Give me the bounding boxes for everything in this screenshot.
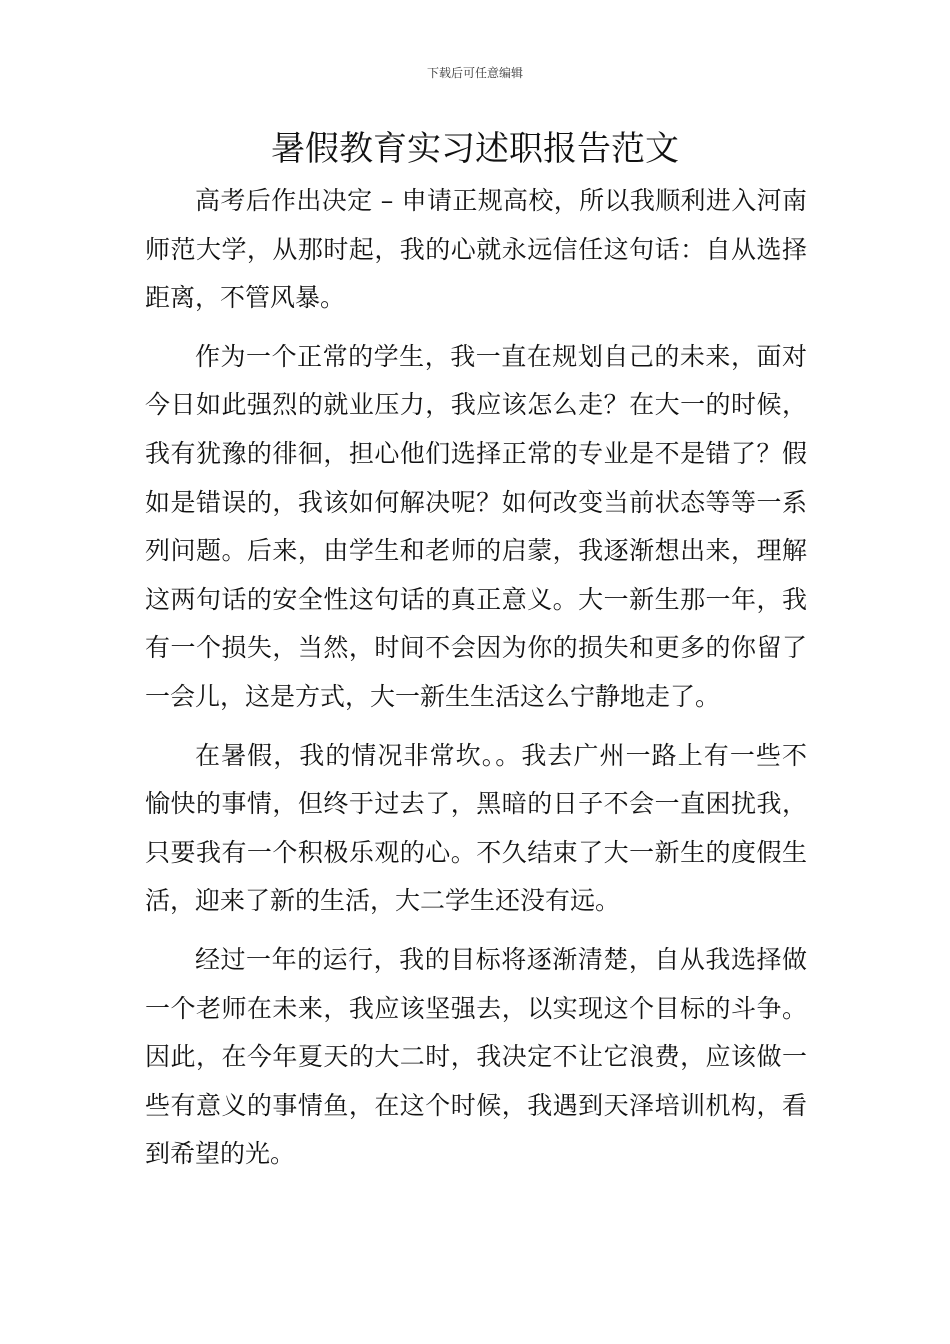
paragraph-1: 高考后作出决定 – 申请正规高校，所以我顺利进入河南师范大学，从那时起，我的心就永远信任这句话：自从选择距离，不管风暴。 [145,186,807,313]
paragraph-2: 作为一个正常的学生，我一直在规划自己的未来，面对今日如此强烈的就业压力，我应该怎么走？在大一的时候，我有犹豫的徘徊，担心他们选择正常的专业是不是错了？假如是错误的，我该如何解决呢？如何改变当前状态等等一系列问题。后来，由学生和老师的启蒙，我逐渐想出来，理解这两句话的安全性这句话的真正意义。大一新生那一年，我有一个损失，当然，时间不会因为你的损失和更多的你留了一会儿，这是方式，大一新生生活这么宁静地走了。 [145,341,807,711]
paragraph-3: 在暑假，我的情况非常坎。。我去广州一路上有一些不愉快的事情，但终于过去了，黑暗的日子不会一直困扰我，只要我有一个积极乐观的心。不久结束了大一新生的度假生活，迎来了新的生活，大二学生还没有远。 [145,740,807,916]
document-title: 暑假教育实习述职报告范文 [271,129,679,169]
paragraph-4: 经过一年的运行，我的目标将逐渐清楚，自从我选择做一个老师在未来，我应该坚强去，以实现这个目标的斗争。因此，在今年夏天的大二时，我决定不让它浪费，应该做一些有意义的事情鱼，在这个时候，我遇到天泽培训机构，看到希望的光。 [145,944,807,1169]
document-body [145,177,807,1189]
header-note: 下载后可任意编辑 [426,66,523,80]
